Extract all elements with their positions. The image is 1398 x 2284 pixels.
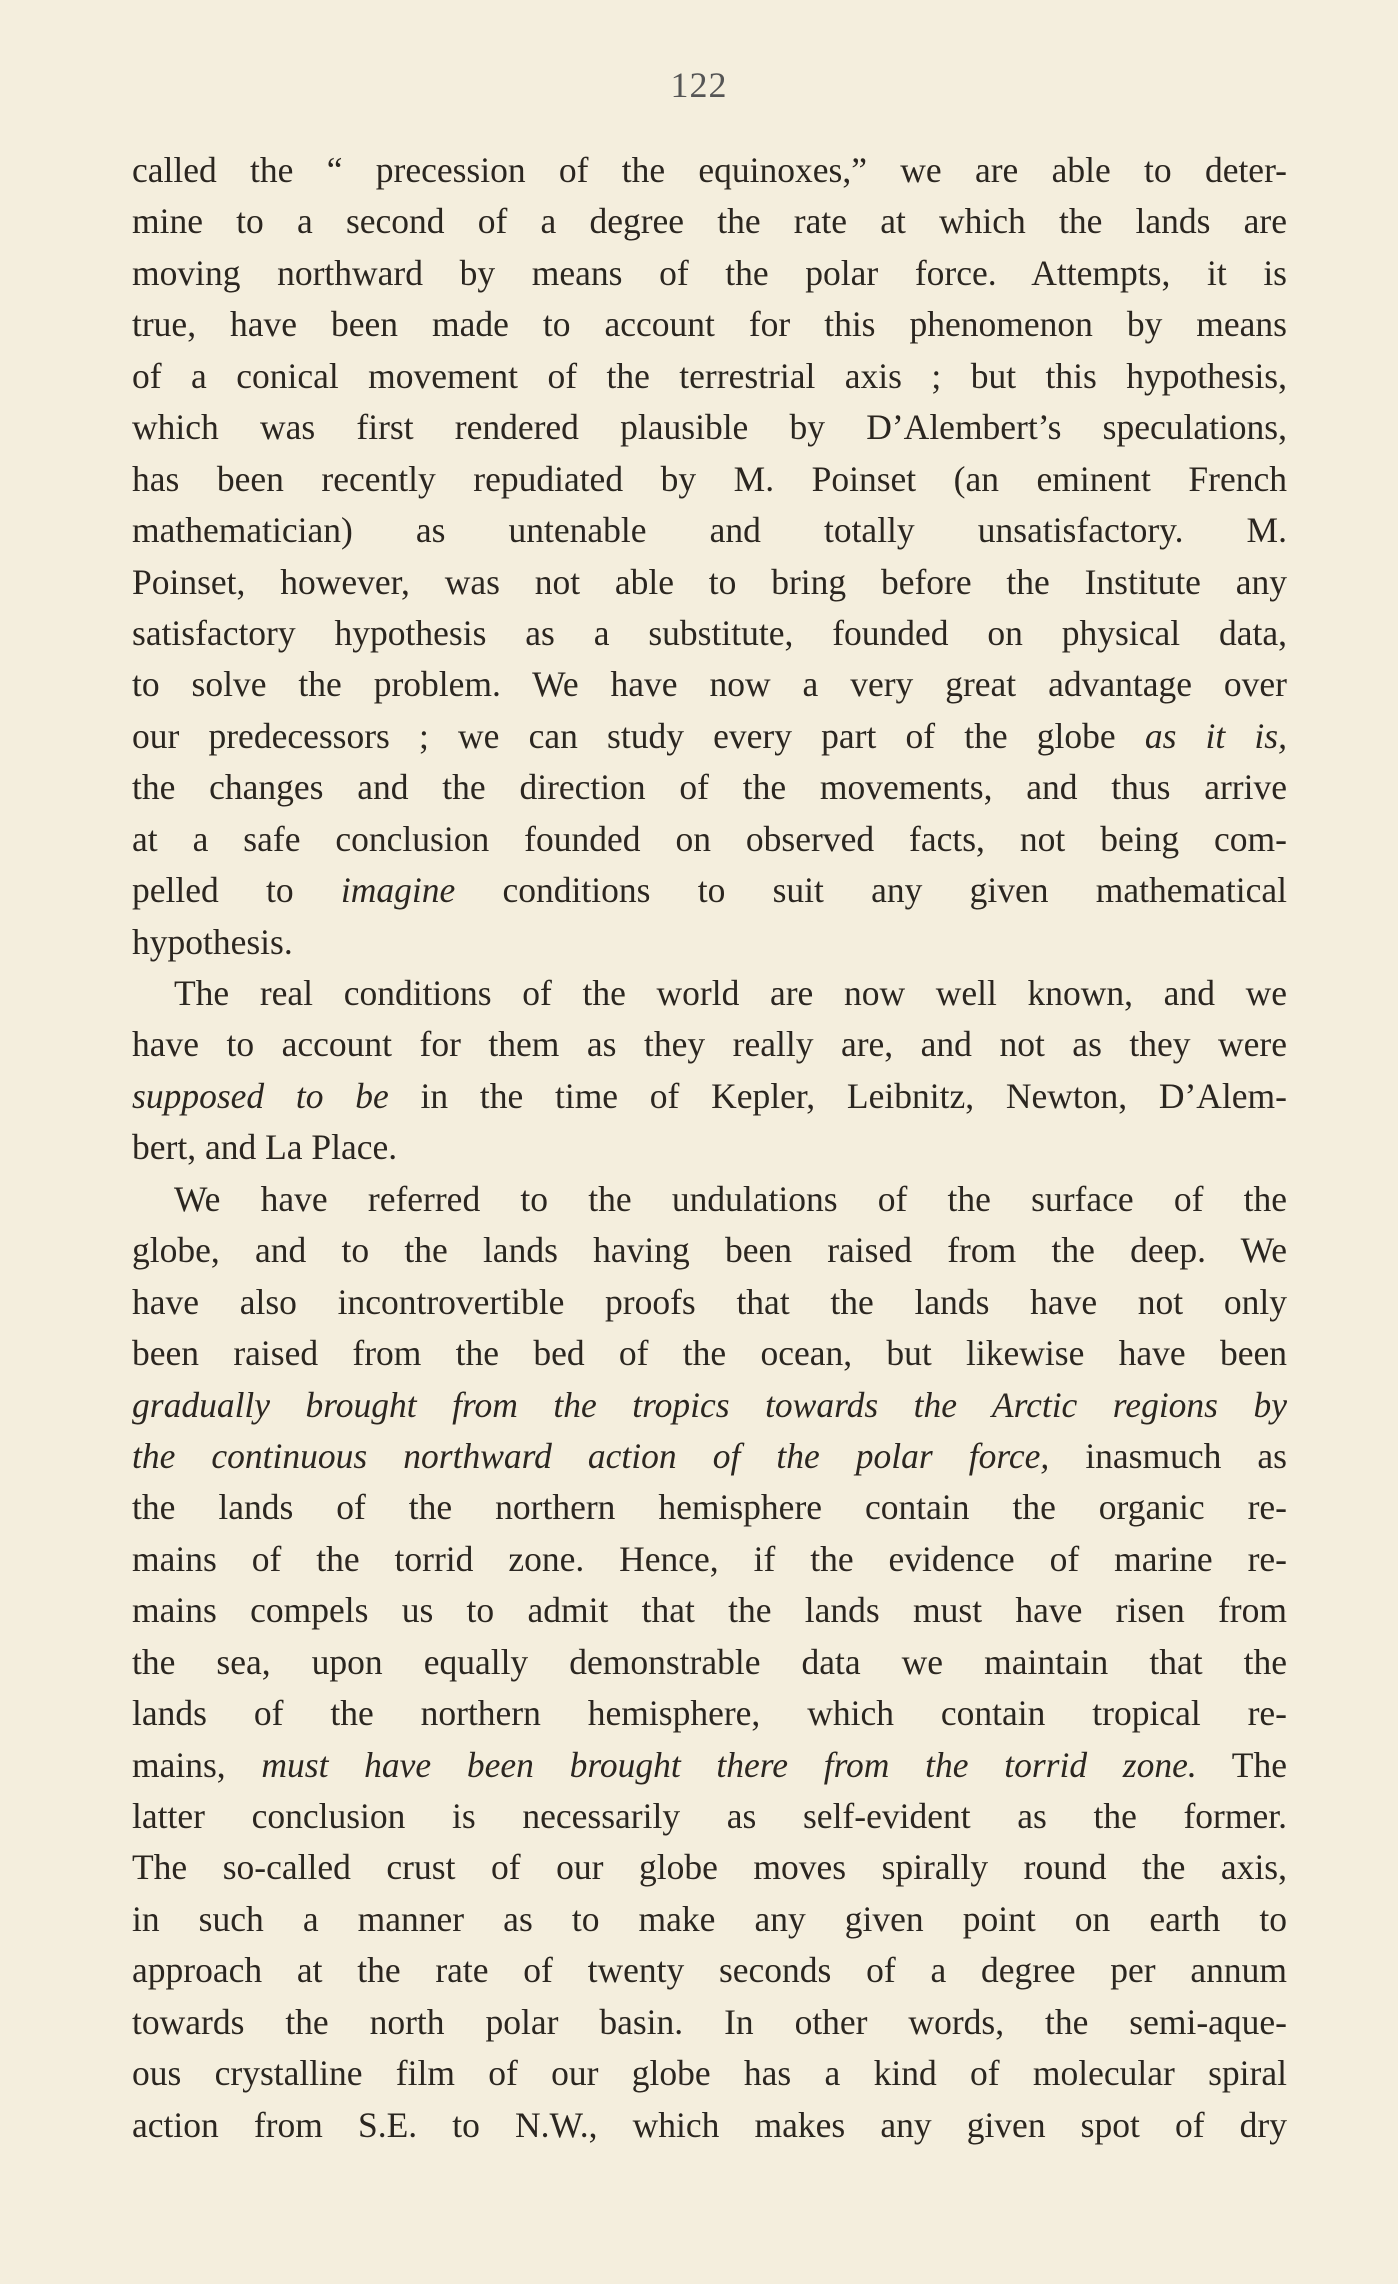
text-line xyxy=(132,917,1287,968)
text-line xyxy=(132,1534,1287,1585)
text-segment: latter conclusion is necessarily as self-evident as the former. xyxy=(132,1796,1287,1836)
text-line xyxy=(132,454,1287,505)
text-segment: bert, and La Place. xyxy=(132,1127,398,1168)
italic-text: the continuous northward action of the polar force, xyxy=(132,1435,1050,1476)
text-segment: has been recently repudiated by M. Poinset (an eminent French xyxy=(132,458,1287,499)
text-segment: true, have been made to account for this phenomenon by means xyxy=(132,304,1287,345)
text-line xyxy=(132,2048,1287,2099)
text-line xyxy=(132,711,1287,762)
text-line xyxy=(132,1945,1287,1996)
text-segment: approach at the rate of twenty seconds of a degree per annum xyxy=(132,1950,1287,1991)
text-segment: mathematician) as untenable and totally unsatisfactory. M. xyxy=(132,510,1287,551)
text-segment: at a safe conclusion founded on observed facts, not being com- xyxy=(132,818,1287,859)
text-segment: moving northward by means of the polar force. Attempts, it is xyxy=(132,252,1287,293)
text-line xyxy=(132,762,1287,813)
text-line xyxy=(132,402,1287,453)
text-line xyxy=(132,968,1287,1019)
text-line xyxy=(132,1894,1287,1945)
text-line xyxy=(132,608,1287,659)
text-segment: the lands of the northern hemisphere contain the organic re- xyxy=(132,1487,1287,1528)
text-segment: called the “ precession of the equinoxes,” we are able to deter- xyxy=(132,150,1287,190)
text-segment: the changes and the direction of the movements, and thus arrive xyxy=(132,767,1287,808)
text-segment: globe, and to the lands having been raised from the deep. We xyxy=(132,1230,1287,1271)
text-segment: towards the north polar basin. In other words, the semi-aque- xyxy=(132,2001,1287,2042)
text-segment: The so-called crust of our globe moves spirally round the axis, xyxy=(132,1847,1287,1888)
text-segment: The real conditions of the world are now well known, and we xyxy=(174,973,1287,1013)
page-number: 122 xyxy=(670,65,728,105)
text-segment: have to account for them as they really are, and not as they were xyxy=(132,1024,1287,1065)
italic-text: as it is, xyxy=(1144,715,1287,756)
text-line xyxy=(132,145,1287,196)
text-segment: of a conical movement of the terrestrial axis ; but this hypothesis, xyxy=(132,355,1287,396)
text-line xyxy=(132,1431,1287,1482)
text-line xyxy=(132,557,1287,608)
text-line xyxy=(132,1585,1287,1636)
body-text xyxy=(132,145,1287,2151)
text-line xyxy=(132,1842,1287,1893)
text-segment: We have referred to the undulations of the surface of the xyxy=(174,1178,1287,1219)
text-segment: mains compels us to admit that the lands must have risen from xyxy=(132,1590,1287,1631)
text-segment: mine to a second of a degree the rate at which the lands are xyxy=(132,201,1287,242)
text-segment: ous crystalline film of our globe has a kind of molecular spiral xyxy=(132,2053,1287,2094)
text-line xyxy=(132,1380,1287,1431)
text-segment: in the time of Kepler, Leibnitz, Newton, D’Alem- xyxy=(388,1075,1287,1116)
text-line xyxy=(132,351,1287,402)
text-segment: hypothesis. xyxy=(132,921,293,962)
text-segment: have also incontrovertible proofs that the lands have not only xyxy=(132,1281,1287,1322)
text-segment: lands of the northern hemisphere, which contain tropical re- xyxy=(132,1693,1287,1734)
text-line xyxy=(132,1225,1287,1276)
italic-text: gradually brought from the tropics towards the Arctic regions by xyxy=(132,1384,1287,1425)
text-line xyxy=(132,2100,1287,2151)
italic-text: must have been brought there from the torrid zone. xyxy=(261,1744,1197,1785)
text-segment: been raised from the bed of the ocean, but likewise have been xyxy=(132,1333,1287,1374)
text-segment: to solve the problem. We have now a very great advantage over xyxy=(132,664,1287,705)
text-line xyxy=(132,1328,1287,1379)
text-line xyxy=(132,1637,1287,1688)
text-line xyxy=(132,248,1287,299)
text-line xyxy=(132,814,1287,865)
text-segment: pelled to xyxy=(132,870,341,911)
text-line xyxy=(132,1071,1287,1122)
text-line xyxy=(132,1740,1287,1791)
text-segment: Poinset, however, was not able to bring before the Institute any xyxy=(132,561,1287,602)
text-segment: which was first rendered plausible by D’Alembert’s speculations, xyxy=(132,407,1287,448)
text-segment: action from S.E. to N.W., which makes any given spot of dry xyxy=(132,2104,1287,2145)
text-line xyxy=(132,1019,1287,1070)
text-segment: satisfactory hypothesis as a substitute, founded on physical data, xyxy=(132,612,1287,653)
text-segment: mains, xyxy=(132,1744,262,1785)
text-segment: the sea, upon equally demonstrable data we maintain that the xyxy=(132,1641,1287,1682)
text-segment: inasmuch as xyxy=(1049,1435,1287,1476)
italic-text: supposed to be xyxy=(132,1075,389,1116)
text-line xyxy=(132,659,1287,710)
text-segment: mains of the torrid zone. Hence, if the evidence of marine re- xyxy=(132,1538,1287,1579)
text-line xyxy=(132,1997,1287,2048)
text-line xyxy=(132,1122,1287,1173)
text-line xyxy=(132,1174,1287,1225)
text-line xyxy=(132,196,1287,247)
text-segment: in such a manner as to make any given point on earth to xyxy=(132,1898,1287,1939)
italic-text: imagine xyxy=(340,870,456,911)
text-line xyxy=(132,299,1287,350)
text-line xyxy=(132,1688,1287,1739)
text-segment: The xyxy=(1196,1744,1287,1785)
text-line xyxy=(132,865,1287,916)
text-line xyxy=(132,1791,1287,1842)
text-line xyxy=(132,505,1287,556)
text-segment: conditions to suit any given mathematical xyxy=(455,870,1288,911)
text-line xyxy=(132,1277,1287,1328)
text-segment: our predecessors ; we can study every part of the globe xyxy=(132,715,1145,756)
text-line xyxy=(132,1482,1287,1533)
